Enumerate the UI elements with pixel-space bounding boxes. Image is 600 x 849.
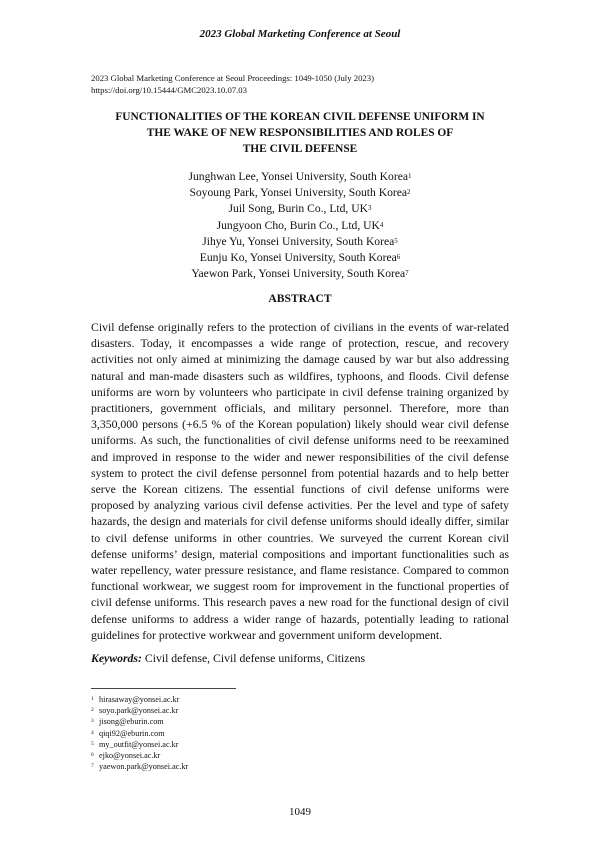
footnote-item	[91, 705, 341, 716]
title-line: THE WAKE OF NEW RESPONSIBILITIES AND ROLES OF	[146, 127, 454, 139]
author-name: Yaewon Park, Yonsei University, South Korea	[191, 267, 406, 281]
title-line: THE CIVIL DEFENSE	[242, 143, 358, 155]
footnote-item	[91, 739, 341, 750]
footnote-email[interactable]: jisong@eburin.com	[99, 717, 164, 727]
running-header: 2023 Global Marketing Conference at Seoul	[199, 28, 401, 40]
keywords	[91, 652, 509, 665]
footnote-email[interactable]: qiqi92@eburin.com	[99, 728, 165, 738]
footnote-item	[91, 750, 341, 761]
footnote-ref: 3	[367, 204, 372, 213]
footnote-number: 4	[91, 729, 94, 736]
footnote-item	[91, 716, 341, 727]
author-line	[0, 185, 600, 201]
author-line	[0, 201, 600, 217]
paper-title	[60, 109, 540, 157]
author-list	[0, 169, 600, 282]
doi-link[interactable]: https://doi.org/10.15444/GMC2023.10.07.03	[91, 85, 247, 95]
footnote-divider	[91, 688, 236, 689]
footnote-number: 2	[91, 707, 94, 714]
footnote-email[interactable]: ejko@yonsei.ac.kr	[99, 751, 161, 761]
footnote-ref: 7	[405, 269, 409, 278]
author-line	[0, 234, 600, 250]
footnote-number: 5	[91, 740, 94, 747]
footnote-number: 1	[91, 696, 94, 702]
author-name: Eunju Ko, Yonsei University, South Korea	[199, 251, 397, 265]
footnote-ref: 6	[396, 253, 401, 262]
footnote-number: 7	[91, 763, 94, 770]
footnote-item	[91, 761, 341, 772]
title-line: FUNCTIONALITIES OF THE KOREAN CIVIL DEFENSE UNIFORM IN	[115, 111, 485, 123]
footnote-number: 6	[91, 752, 94, 759]
footnote-email[interactable]: yaewon.park@yonsei.ac.kr	[99, 762, 189, 772]
footnote-email[interactable]: hirasaway@yonsei.ac.kr	[99, 695, 180, 704]
abstract-body: Civil defense originally refers to the protection of civilians in the events of war-related disasters. Today, it encompasses a wide range of protection, rescue, and recovery activities not only aimed at minimizing the damage caused by war but also addressing natural and man-made disasters such as wildfires, typhoons, and floods. Civil defense uniforms are worn by volunteers who participate in civil defense training organized by practitioners, government officials, and military personnel. Therefore, more than 3,350,000 persons (+6.5 % of the Korean population) likely should wear civil defense uniforms. As such, the functionalities of civil defense uniforms need to be reexamined and improved in response to the wider and newer responsibilities of the civil defense system to protect the civil defense personnel from potential hazards and to help better serve the Korean citizens. The essential functions of civil defense uniforms were proposed by analyzing various civil defense activities. Per the level and type of safety hazards, the design and materials for civil defense uniforms should ideally differ, similar to civil defense uniforms in other countries. We surveyed the current Korean civil defense uniforms’ design, material compositions and important functionalities such as water repellency, water pressure resistance, and flame resistance. Compared to common functional workwear, we suggest room for improvement in the functional properties of civil defense uniforms. This research paves a new road for the functional design of civil defense uniforms to address a wider range of hazards, potentially leading to rational guidelines for protective workwear and government uniform development.	[91, 321, 509, 642]
footnotes	[91, 694, 341, 772]
author-name: Juil Song, Burin Co., Ltd, UK	[228, 202, 368, 216]
footnote-ref: 2	[407, 188, 411, 197]
author-line	[0, 266, 600, 282]
author-line	[0, 250, 600, 266]
footnote-ref: 5	[394, 236, 398, 245]
page-number: 1049	[289, 806, 311, 818]
proceedings-citation: 2023 Global Marketing Conference at Seoul Proceedings: 1049-1050 (July 2023)	[91, 73, 375, 83]
keywords-label: Keywords:	[91, 652, 142, 665]
keywords-value: Civil defense, Civil defense uniforms, Citizens	[144, 652, 366, 665]
author-name: Jungyoon Cho, Burin Co., Ltd, UK	[216, 218, 380, 232]
footnote-item	[91, 694, 341, 705]
footnote-item	[91, 728, 341, 739]
footnote-number: 3	[91, 718, 94, 725]
footnote-email[interactable]: my_outfit@yonsei.ac.kr	[99, 739, 179, 749]
author-line	[0, 218, 600, 234]
proceedings-info	[91, 72, 521, 96]
footnote-ref: 4	[379, 220, 384, 229]
author-line	[0, 169, 600, 185]
author-name: Jihye Yu, Yonsei University, South Korea	[202, 234, 395, 248]
author-name: Soyoung Park, Yonsei University, South Korea	[189, 186, 408, 200]
footnote-email[interactable]: soyo.park@yonsei.ac.kr	[99, 706, 179, 716]
author-name: Junghwan Lee, Yonsei University, South Korea	[188, 170, 408, 183]
footnote-ref: 1	[408, 172, 412, 180]
abstract-heading: ABSTRACT	[268, 292, 332, 305]
